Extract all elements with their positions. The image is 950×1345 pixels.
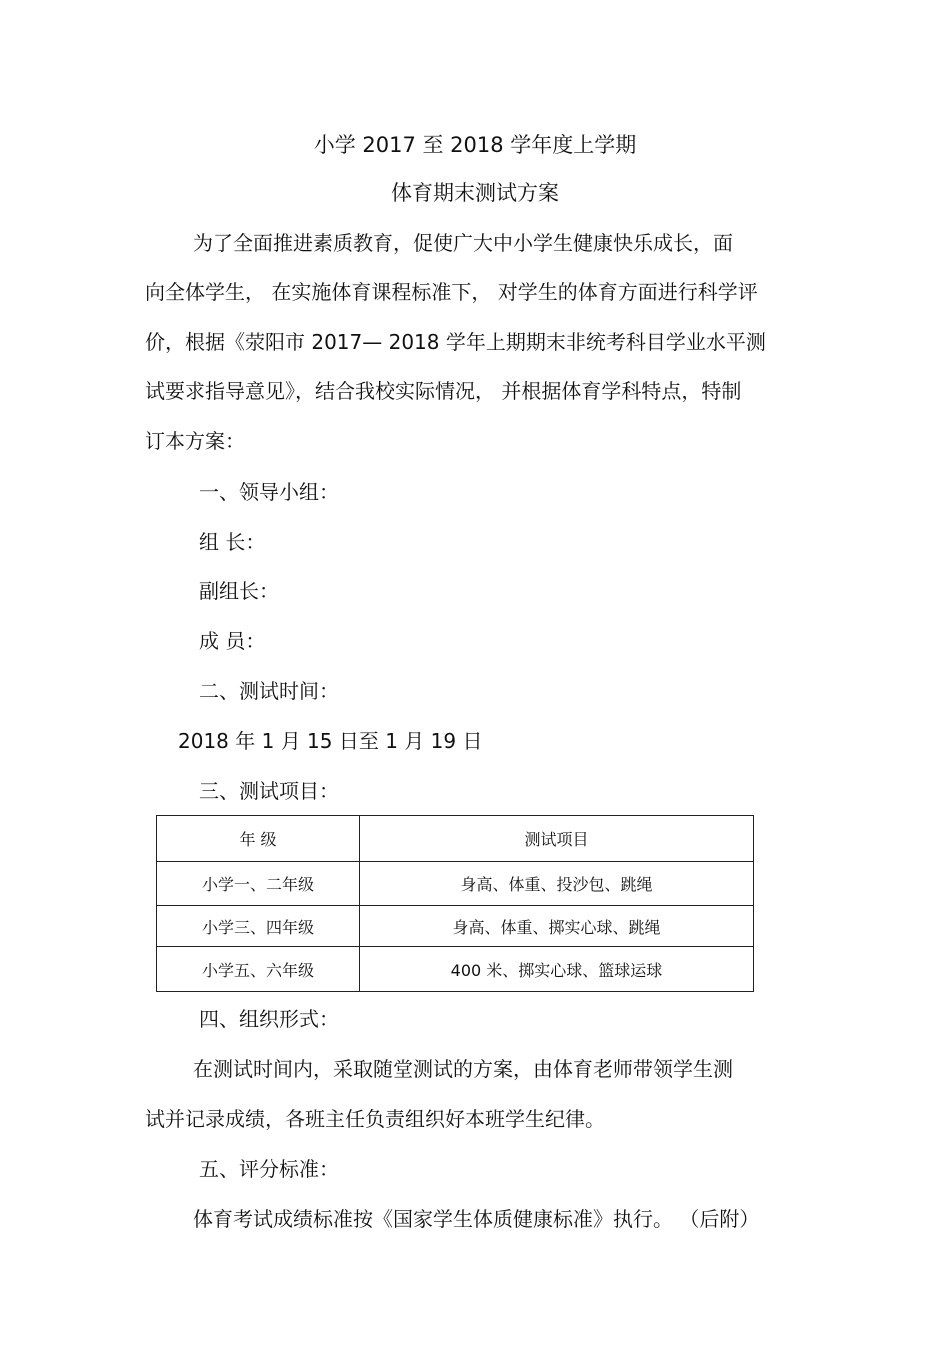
members-label: 成 员： (199, 629, 266, 653)
header-items: 测试项目 (360, 816, 754, 862)
intro-line-1: 为了全面推进素质教育，促使广大中小学生健康快乐成长，面 (193, 231, 733, 255)
section2-heading: 二、测试时间： (199, 679, 339, 703)
title-line-1: 小学 2017 至 2018 学年度上学期 (313, 133, 637, 157)
section5-heading: 五、评分标准： (199, 1157, 339, 1181)
section3-heading: 三、测试项目： (199, 779, 339, 803)
test-items-table (156, 815, 754, 992)
intro-line-2: 向全体学生， 在实施体育课程标准下， 对学生的体育方面进行科学评 (145, 280, 758, 304)
items-cell: 400 米、掷实心球、篮球运球 (360, 947, 754, 992)
section4-text-line-2: 试并记录成绩，各班主任负责组织好本班学生纪律。 (145, 1107, 605, 1131)
section1-heading: 一、领导小组： (199, 480, 339, 504)
header-grade: 年 级 (157, 816, 360, 862)
section5-text: 体育考试成绩标准按《国家学生体质健康标准》执行。 （后附） (193, 1207, 760, 1231)
table-row (157, 906, 754, 947)
section4-text-line-1: 在测试时间内，采取随堂测试的方案，由体育老师带领学生测 (193, 1057, 733, 1081)
intro-line-3: 价，根据《荥阳市 2017— 2018 学年上期期末非统考科目学业水平测 (145, 330, 766, 354)
items-cell: 身高、体重、投沙包、跳绳 (360, 862, 754, 906)
test-date: 2018 年 1 月 15 日至 1 月 19 日 (178, 729, 483, 753)
grade-cell: 小学三、四年级 (157, 906, 360, 947)
grade-cell: 小学一、二年级 (157, 862, 360, 906)
items-cell: 身高、体重、掷实心球、跳绳 (360, 906, 754, 947)
intro-line-5: 订本方案： (145, 429, 245, 453)
leader-label: 组 长： (199, 530, 266, 554)
grade-cell: 小学五、六年级 (157, 947, 360, 992)
table-header-row (157, 816, 754, 862)
title-line-2: 体育期末测试方案 (391, 181, 559, 205)
intro-line-4: 试要求指导意见》，结合我校实际情况， 并根据体育学科特点，特制 (145, 379, 742, 403)
section4-heading: 四、组织形式： (199, 1007, 339, 1031)
table-row (157, 947, 754, 992)
deputy-label: 副组长： (199, 579, 279, 603)
table-row (157, 862, 754, 906)
